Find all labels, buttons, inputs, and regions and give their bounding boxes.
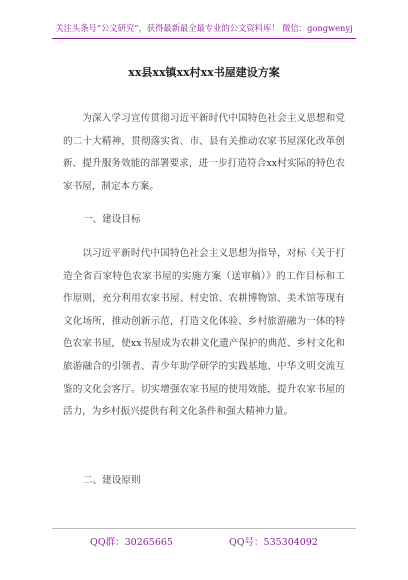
section-2-heading: 二、建设原则 — [83, 475, 141, 486]
footer-divider — [52, 528, 356, 529]
section-1-paragraph: 以习近平新时代中国特色社会主义思想为指导，对标《关于打造全省百家特色农家书屋的实施方案（送审稿）》的工作目标和工作原则，充分利用农家书屋、村史馆、农耕博物馆、美术馆等现有文化场所，推动创新示范，打造文化体验、乡村旅游融为一体的特色农家书屋，使xx书屋成为农耕文化遗产保护的典范、乡村文化和旅游融合的引领者、青少年助学研学的实践基地、中华文明交流互鉴的文化会客厅。切实增强农家书屋的使用效能，提升农家书屋的活力，为乡村振兴提供有利文化条件和强大精神力量。 — [63, 248, 345, 418]
header-divider — [52, 38, 356, 39]
footer-qq-group: QQ群：30265665 — [90, 537, 173, 548]
section-2 — [63, 470, 345, 493]
footer-qq-number: QQ号：535304092 — [228, 537, 318, 548]
document-body — [63, 108, 345, 198]
section-1-content — [63, 243, 345, 424]
header-banner: 关注头条号“公文研究”，获得最新最全最专业的公文资料库！ 微信：gongwenyj — [55, 23, 353, 33]
section-1 — [63, 209, 345, 232]
footer — [0, 534, 408, 548]
document-title: xx县xx镇xx村xx书屋建设方案 — [128, 66, 280, 79]
intro-paragraph: 为深入学习宣传贯彻习近平新时代中国特色社会主义思想和党的二十大精神，贯彻落实省、市、县有关推动农家书屋深化改革创新、提升服务效能的部署要求，进一步打造符合xx村实际的特色农家书屋，制定本方案。 — [63, 113, 345, 192]
section-1-heading: 一、建设目标 — [83, 214, 141, 225]
